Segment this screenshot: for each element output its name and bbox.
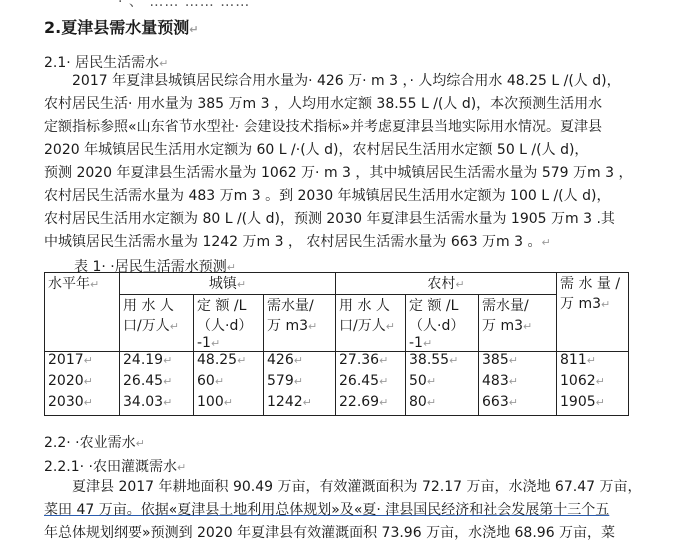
- text-line: 2017 年夏津县城镇居民综合用水量为· 426 万· m 3 ，· 人均综合用水 48.25 L /(人 d)，: [72, 73, 621, 89]
- header-rural-quota: 定 额 /L （人·d） -1↵: [406, 295, 479, 352]
- text-line: 2020 年城镇居民生活用水定额为 60 L /·(人 d)，农村居民生活用水定额 50 L /(人 d)，: [44, 142, 589, 158]
- residential-water-demand-table: [44, 272, 629, 416]
- header-rural-demand: 需水量/ 万 m3↵: [479, 295, 557, 352]
- table-cell: 426↵: [264, 352, 336, 374]
- paragraph-mark: ↵: [189, 23, 199, 36]
- table-cell: 24.19↵: [120, 352, 194, 374]
- table-cell: 38.55↵: [406, 352, 479, 374]
- table-cell-year: 2030↵: [45, 394, 120, 416]
- text-line: 菜田 47 万亩。依据«夏津县土地利用总体规划»及«夏· 津县国民经济和社会发展第十三个五: [44, 502, 610, 518]
- table-cell: 1062↵: [557, 373, 629, 394]
- top-cropped-text: · 、 …… …… ……: [118, 0, 251, 10]
- section-title: [44, 15, 198, 38]
- subsection-heading-residential: [44, 52, 168, 72]
- table-cell: 26.45↵: [120, 373, 194, 394]
- header-urban-quota: 定 额 /L （人·d） -1↵: [194, 295, 264, 352]
- table-cell-year: 2020↵: [45, 373, 120, 394]
- text-line-content: 中城镇居民生活需水量为 1242 万m 3 ， 农村居民生活需水量为 663 万m 3 。: [44, 234, 542, 250]
- paragraph-mark: ↵: [135, 437, 145, 450]
- header-total-line2: 万 m3↵: [560, 296, 611, 312]
- subsection-heading-agriculture: [44, 432, 145, 452]
- paragraph-irrigation: [44, 476, 642, 545]
- text-line: 夏津县 2017 年耕地面积 90.49 万亩，有效灌溉面积为 72.17 万亩，水浇地 67.47 万亩，: [72, 479, 642, 495]
- header-group-rural: 农村↵: [336, 273, 557, 295]
- table-cell: 50↵: [406, 373, 479, 394]
- header-group-urban: 城镇↵: [120, 273, 336, 295]
- table-caption-text: 表 1· ·居民生活需水预测: [74, 259, 227, 275]
- subsubsection-heading-irrigation: [44, 456, 186, 476]
- text-line: 农村居民生活需水量为 483 万m 3 。到 2030 年城镇居民生活用水定额为 100 L /(人 d)，: [44, 188, 611, 204]
- table-cell: 100↵: [194, 394, 264, 416]
- text-line: 预测 2020 年夏津县生活需水量为 1062 万· m 3 ，其中城镇居民生活需水量为 579 万m 3 ，: [44, 165, 633, 181]
- paragraph-mark: ↵: [159, 57, 169, 70]
- header-year: 水平年↵: [45, 273, 120, 352]
- table-cell: 483↵: [479, 373, 557, 394]
- table-cell: 1905↵: [557, 394, 629, 416]
- table-cell: 1242↵: [264, 394, 336, 416]
- subsubsection-heading-text: 2.2.1· ·农田灌溉需水: [44, 459, 177, 475]
- header-urban-population: 用 水 人 口/万人↵: [120, 295, 194, 352]
- table-cell: 579↵: [264, 373, 336, 394]
- table-cell: 80↵: [406, 394, 479, 416]
- paragraph-mark: ↵: [226, 261, 236, 274]
- text-line: 农村居民生活· 用水量为 385 万m 3 ，人均用水定额 38.55 L /(人 d)，本次预测生活用水: [44, 96, 603, 112]
- header-total-demand: [557, 273, 629, 352]
- text-line: 定额指标参照«山东省节水型社· 会建设技术指标»并考虑夏津县当地实际用水情况。夏津县: [44, 119, 603, 135]
- paragraph-mark: ↵: [176, 461, 187, 474]
- section-title-text: 2.夏津县需水量预测: [44, 18, 190, 37]
- table-cell: 385↵: [479, 352, 557, 374]
- header-rural-population: 用 水 人 口/万人↵: [336, 295, 406, 352]
- text-line: 年总体规划纲要»预测到 2020 年夏津县有效灌溉面积 73.96 万亩，水浇地 68.96 万亩，菜: [44, 525, 616, 541]
- table-cell: 663↵: [479, 394, 557, 416]
- table-cell: 22.69↵: [336, 394, 406, 416]
- header-total-line1: 需 水 量 /: [560, 276, 621, 292]
- paragraph-mark: ↵: [541, 236, 551, 249]
- paragraph-residential: [44, 70, 642, 254]
- table-cell: 27.36↵: [336, 352, 406, 374]
- subsection-heading-text: 2.1· 居民生活需水: [44, 55, 160, 71]
- text-line: 农村居民生活用水定额为 80 L /(人 d)，预测 2030 年夏津县生活需水量为 1905 万m 3 .其: [44, 211, 615, 227]
- table-cell: 48.25↵: [194, 352, 264, 374]
- text-line: [44, 231, 642, 254]
- table-cell: 26.45↵: [336, 373, 406, 394]
- table-cell-year: 2017↵: [45, 352, 120, 374]
- table-cell: 34.03↵: [120, 394, 194, 416]
- table-cell: 60↵: [194, 373, 264, 394]
- subsection-heading-text: 2.2· ·农业需水: [44, 435, 136, 451]
- header-urban-demand: 需水量/ 万 m3↵: [264, 295, 336, 352]
- table-cell: 811↵: [557, 352, 629, 374]
